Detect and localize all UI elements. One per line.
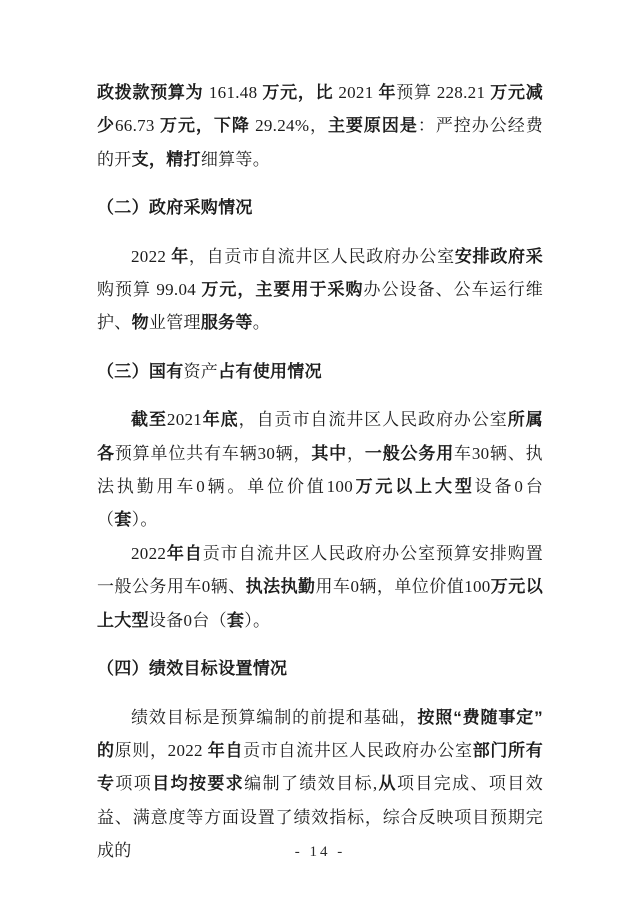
body-paragraph xyxy=(97,403,543,537)
text-segment: 部门所有专 xyxy=(97,740,544,794)
text-segment: 支，精打 xyxy=(131,149,201,169)
body-paragraph xyxy=(97,701,543,868)
text-segment: 物 xyxy=(131,313,149,333)
section-heading xyxy=(97,355,543,388)
text-segment: 截至 xyxy=(131,410,167,430)
text-segment: 项目完成、项目效益、满意度等方面设置了绩效指标，综合反映项目预期完成的 xyxy=(97,774,543,861)
text-segment: 2022 xyxy=(131,543,167,563)
text-segment: 万元，主要用于采购 xyxy=(201,280,364,300)
text-segment: ，自贡市自流井区人民政府办公室 xyxy=(188,246,455,266)
section-heading xyxy=(97,191,543,224)
text-segment: 29.24%， xyxy=(249,116,328,136)
page-number: - 14 - xyxy=(294,844,346,860)
text-segment: 贡市自流井区人民政府办公室预算安排购置一般公务用车0辆、 xyxy=(97,543,543,597)
text-segment: （四）绩效目标设置情况 xyxy=(97,659,288,679)
text-segment: 万元以上大型 xyxy=(353,477,475,497)
text-segment: 业管理 xyxy=(148,313,201,333)
text-segment: 安排政府采 xyxy=(454,246,544,266)
text-segment: 年自 xyxy=(166,543,203,563)
text-segment: 2022 xyxy=(131,246,172,266)
text-segment: 项项 xyxy=(115,774,153,794)
text-segment: 贡市自流井区人民政府办公室 xyxy=(243,740,473,760)
text-segment: 编制了绩效目标, xyxy=(244,774,378,794)
text-segment: 年 xyxy=(171,246,189,266)
text-segment: 。 xyxy=(252,313,271,333)
text-segment: 原则，2022 xyxy=(114,740,208,760)
text-segment: 主要原因是 xyxy=(327,116,418,136)
text-segment: 从 xyxy=(377,774,397,794)
text-segment: 车30辆、执法执勤用车0辆。单位价值100 xyxy=(97,443,543,497)
text-segment: 一般公务用 xyxy=(364,443,455,463)
text-segment: 服务等 xyxy=(200,313,253,333)
text-segment: ，自贡市自流井区人民政府办公室 xyxy=(238,410,508,430)
text-segment: 年自 xyxy=(207,740,244,760)
text-segment: 万元，下降 xyxy=(159,116,250,136)
text-segment: 绩效目标是预算编制的前提和基础， xyxy=(131,707,418,727)
text-segment: 按照“费随事定”的 xyxy=(97,707,543,760)
text-segment: 年底 xyxy=(202,410,239,430)
text-segment: 2021 xyxy=(333,83,379,102)
page-content xyxy=(97,76,543,868)
text-segment: 用车0辆，单位价值100 xyxy=(315,577,491,597)
text-segment: ：严控办公经费的开 xyxy=(97,116,544,169)
text-segment: 细算等。 xyxy=(200,149,271,169)
text-segment: 66.73 xyxy=(114,116,160,136)
text-segment: 万元减少 xyxy=(97,83,543,136)
text-segment: （二）政府采购情况 xyxy=(97,198,253,218)
body-paragraph xyxy=(97,76,543,176)
text-segment: 套 xyxy=(226,610,245,630)
text-segment: （三）国有 xyxy=(97,361,184,381)
text-segment: 执法执勤 xyxy=(245,577,316,597)
text-segment: ）。 xyxy=(131,510,158,530)
text-segment: 其中 xyxy=(311,443,348,463)
body-paragraph xyxy=(97,537,543,637)
text-segment: ）。 xyxy=(244,610,271,630)
text-segment: 所属各 xyxy=(97,410,543,463)
text-segment: 设备0台（ xyxy=(97,477,544,530)
text-segment: 占有使用情况 xyxy=(218,361,322,381)
text-segment: 万元以上大型 xyxy=(97,577,543,630)
text-segment: 购预算 99.04 xyxy=(97,280,202,300)
text-segment: 套 xyxy=(114,510,132,530)
text-segment: 目均按要求 xyxy=(152,774,245,794)
body-paragraph xyxy=(97,240,543,340)
text-segment: 预算单位共有车辆30辆， xyxy=(114,443,312,463)
text-segment: 设备0台（ xyxy=(148,610,227,630)
page-footer xyxy=(0,844,640,861)
text-segment: 政拨款预算为 xyxy=(97,83,209,102)
text-segment: 办公设备、公车运行维护、 xyxy=(97,280,544,333)
text-segment: ， xyxy=(347,443,365,463)
text-segment: 年 xyxy=(378,83,397,102)
text-segment: 万元，比 xyxy=(262,83,334,102)
text-segment: 预算 228.21 xyxy=(396,83,491,102)
text-segment: 资产 xyxy=(183,361,219,381)
section-heading xyxy=(97,652,543,685)
text-segment: 2021 xyxy=(166,410,203,430)
text-segment: 161.48 xyxy=(208,83,263,102)
